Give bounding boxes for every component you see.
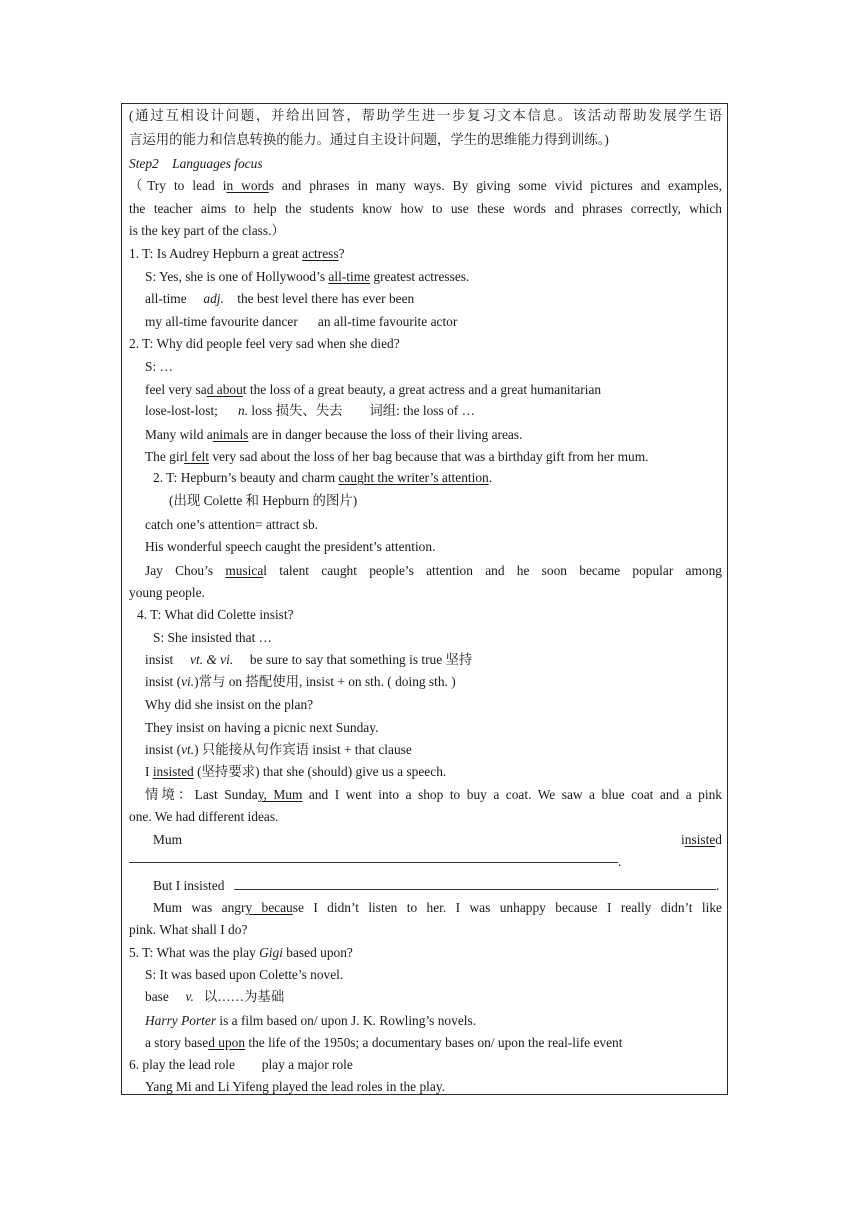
item4-angry: Mum was angry because I didn’t listen to her. I was unhappy because I really didn’t like [153,900,722,915]
blank-2-period: . [716,878,720,893]
item5-definition: base v. 以……为基础 [145,989,285,1004]
purpose-line-2: the teacher aims to help the students know how to use these words and phrases correctly, which [129,201,722,216]
item5-question: 5. T: What was the play Gigi based upon? [129,945,353,960]
item1-question: 1. T: Is Audrey Hepburn a great actress? [129,246,345,261]
answer-blank-2[interactable] [234,889,716,890]
item4-but-line: But I insisted [153,878,225,893]
item3-example-2-cont: young people. [129,585,205,600]
item3-example-1: His wonderful speech caught the president’s attention. [145,539,436,554]
item4-mum-line: Mum insisted [153,832,722,847]
step2-heading: Step2 Languages focus [129,156,263,171]
item5-answer: S: It was based upon Colette’s novel. [145,967,344,982]
item5-example-2: a story based upon the life of the 1950s; a documentary bases on/ upon the real-life event [145,1035,623,1050]
item4-definition: insist vt. & vi. be sure to say that something is true 坚持 [145,652,473,667]
item1-answer: S: Yes, she is one of Hollywood’s all-time greatest actresses. [145,269,470,284]
item4-answer: S: She insisted that … [153,630,273,645]
item4-question: 4. T: What did Colette insist? [137,607,294,622]
intro-line-1: (通过互相设计问题，并给出回答，帮助学生进一步复习文本信息。该活动帮助发展学生语 [129,108,722,123]
item2-answer: S: … [145,359,173,374]
item4-example-3: I insisted (坚持要求) that she (should) give us a speech. [145,764,447,779]
item4-vi-usage: insist (vi.)常与 on 搭配使用, insist + on sth. ( doing sth. ) [145,674,456,689]
item1-definition: all-time adj. the best level there has ever been [145,291,415,306]
blank-1-period: . [618,854,622,869]
answer-blank-1[interactable] [129,862,618,863]
item4-angry-cont: pink. What shall I do? [129,922,248,937]
item3-question: 2. T: Hepburn’s beauty and charm caught the writer’s attention. [153,470,493,485]
purpose-line-3: is the key part of the class.） [129,223,285,238]
item6-example: Yang Mi and Li Yifeng played the lead roles in the play. [145,1079,445,1094]
item4-situation-cont: one. We had different ideas. [129,809,279,824]
item2-question: 2. T: Why did people feel very sad when she died? [129,336,400,351]
item4-situation: 情境：Last Sunday, Mum and I went into a shop to buy a coat. We saw a blue coat and a pink [145,787,722,802]
item4-vt-usage: insist (vt.) 只能接从句作宾语 insist + that clause [145,742,412,757]
item2-example-2: The girl felt very sad about the loss of her bag because that was a birthday gift from her mum. [145,449,649,464]
item5-example-1: Harry Porter is a film based on/ upon J. K. Rowling’s novels. [145,1013,477,1028]
purpose-line-1: （Try to lead in words and phrases in many ways. By giving some vivid pictures and examples, [129,178,722,193]
item4-example-2: They insist on having a picnic next Sunday. [145,720,379,735]
item2-phrase: feel very sad about the loss of a great beauty, a great actress and a great humanitarian [145,382,602,397]
intro-line-2: 言运用的能力和信息转换的能力。通过自主设计问题，学生的思维能力得到训练。) [129,132,609,147]
item3-picture-note: (出现 Colette 和 Hepburn 的图片) [169,493,358,508]
item6-phrases: 6. play the lead role play a major role [129,1057,353,1072]
item3-example-2: Jay Chou’s musical talent caught people’s attention and he soon became popular among [145,563,722,578]
item2-word-forms: lose-lost-lost; n. loss 损失、失去 词组: the loss of … [145,403,475,418]
item1-examples: my all-time favourite dancer an all-time favourite actor [145,314,458,329]
item2-example-1: Many wild animals are in danger because the loss of their living areas. [145,427,523,442]
item3-definition: catch one’s attention= attract sb. [145,517,319,532]
item4-example-1: Why did she insist on the plan? [145,697,314,712]
